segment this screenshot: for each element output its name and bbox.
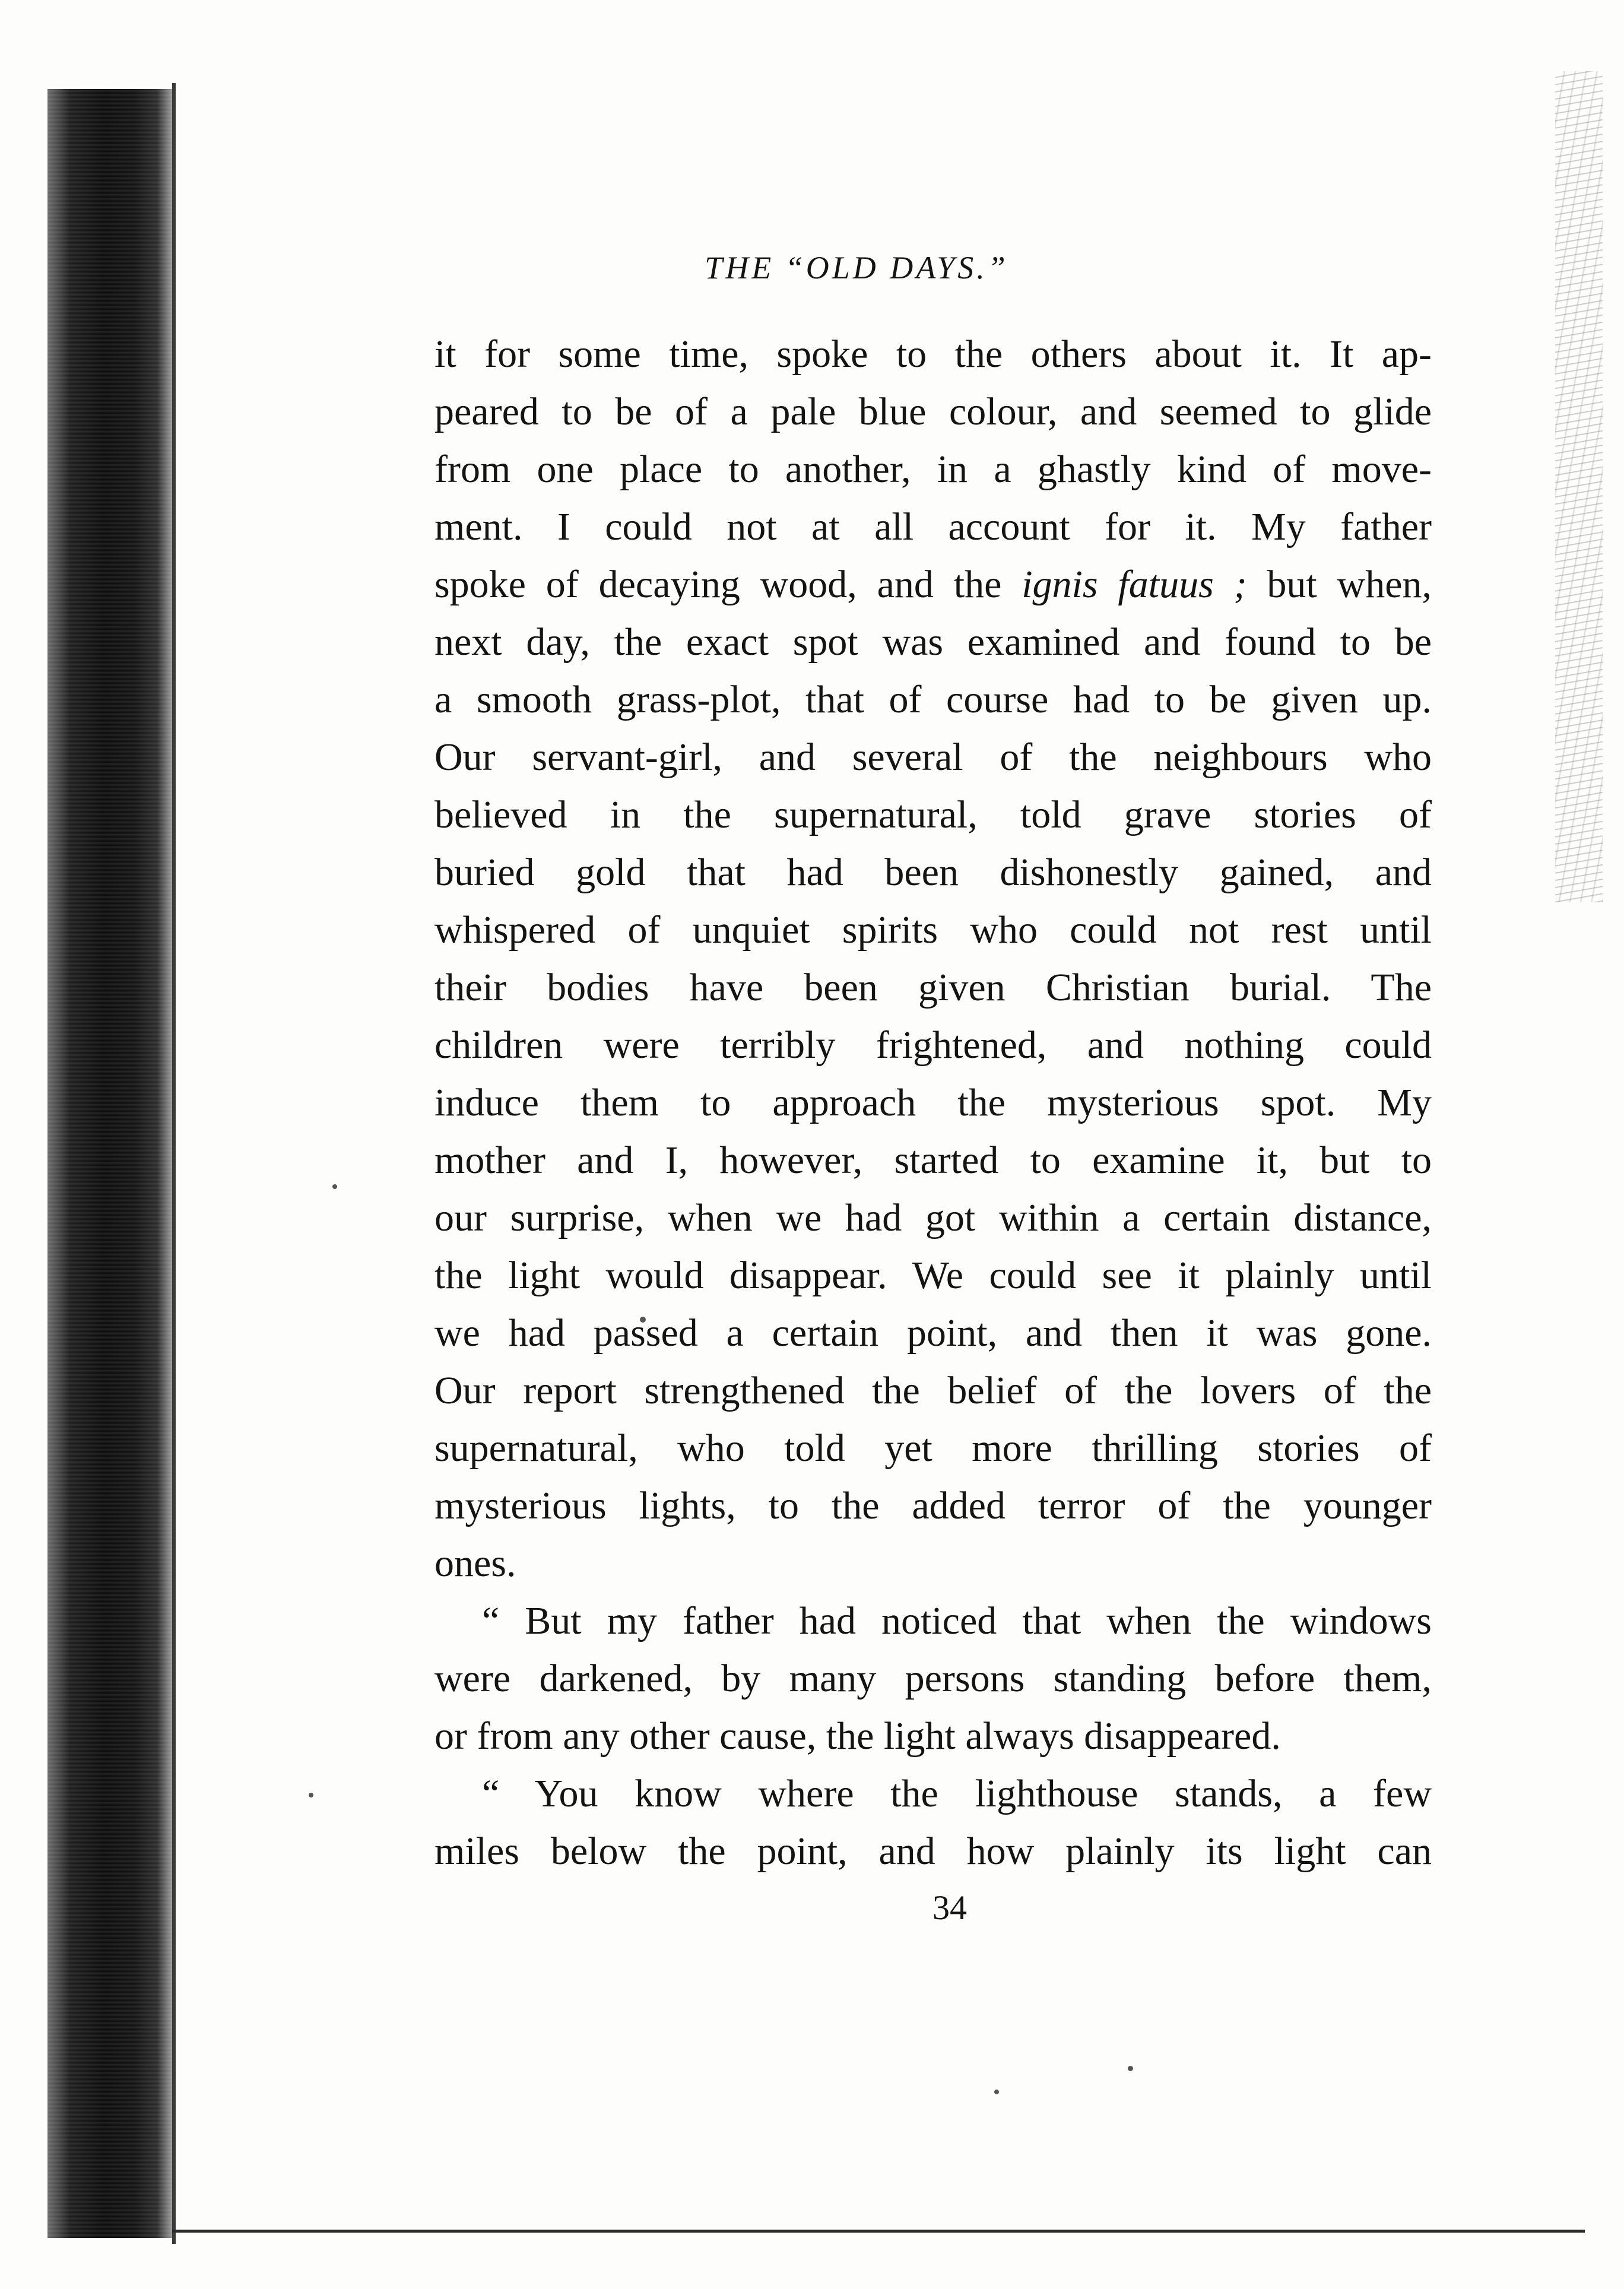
text-line: peared to be of a pale blue colour, and seemed to glide xyxy=(434,390,1432,433)
text-line: from one place to another, in a ghastly kind of move- xyxy=(434,448,1432,491)
text-line: miles below the point, and how plainly its light can xyxy=(434,1830,1432,1873)
text-line: mysterious lights, to the added terror of the younger xyxy=(434,1484,1432,1527)
text-line: ment. I could not at all account for it. My father xyxy=(434,505,1432,549)
text-line: whispered of unquiet spirits who could not rest until xyxy=(434,908,1432,952)
scan-speck xyxy=(1128,2066,1133,2071)
text-line: supernatural, who told yet more thrilling stories of xyxy=(434,1426,1432,1470)
text-line: next day, the exact spot was examined and found to be xyxy=(434,620,1432,664)
page-number: 34 xyxy=(932,1888,967,1927)
text-line: their bodies have been given Christian burial. The xyxy=(434,966,1432,1009)
scan-speck xyxy=(994,2090,999,2094)
page-bottom-edge xyxy=(172,2230,1585,2233)
text-line: it for some time, spoke to the others about it. It ap- xyxy=(434,332,1432,376)
text-line: buried gold that had been dishonestly gained, and xyxy=(434,851,1432,894)
text-line: “ But my father had noticed that when the windows xyxy=(482,1599,1432,1643)
text-line: “ You know where the lighthouse stands, a few xyxy=(482,1772,1432,1815)
text-line: we had passed a certain point, and then it was gone. xyxy=(434,1311,1432,1355)
text-line: the light would disappear. We could see it plainly until xyxy=(434,1254,1432,1297)
text-line: children were terribly frightened, and nothing could xyxy=(434,1023,1432,1067)
italic-phrase: ignis fatuus ; xyxy=(1022,563,1247,606)
text-line: believed in the supernatural, told grave stories of xyxy=(434,793,1432,836)
text-line-with-italic xyxy=(434,556,1432,613)
scan-noise-right-margin xyxy=(1555,71,1603,902)
text-line: Our report strengthened the belief of the lovers of the xyxy=(434,1369,1432,1412)
text-line: were darkened, by many persons standing before them, xyxy=(434,1657,1432,1700)
body-text xyxy=(434,325,1432,1880)
scan-speck xyxy=(332,1184,337,1189)
text-line: ones. xyxy=(434,1542,516,1585)
text-line: mother and I, however, started to examine it, but to xyxy=(434,1139,1432,1182)
text-segment: spoke of decaying wood, and the xyxy=(434,563,1022,606)
text-segment: but when, xyxy=(1246,563,1432,606)
running-head: THE “OLD DAYS.” xyxy=(705,250,1008,286)
text-line: our surprise, when we had got within a certain distance, xyxy=(434,1196,1432,1239)
text-line: or from any other cause, the light always disappeared. xyxy=(434,1714,1281,1758)
binding-edge-line xyxy=(172,83,176,2244)
text-line: Our servant-girl, and several of the neighbours who xyxy=(434,735,1432,779)
book-binding-shadow xyxy=(47,89,172,2238)
text-line: induce them to approach the mysterious spot. My xyxy=(434,1081,1432,1124)
scan-speck xyxy=(309,1793,313,1797)
text-line: a smooth grass-plot, that of course had to be given up. xyxy=(434,678,1432,721)
